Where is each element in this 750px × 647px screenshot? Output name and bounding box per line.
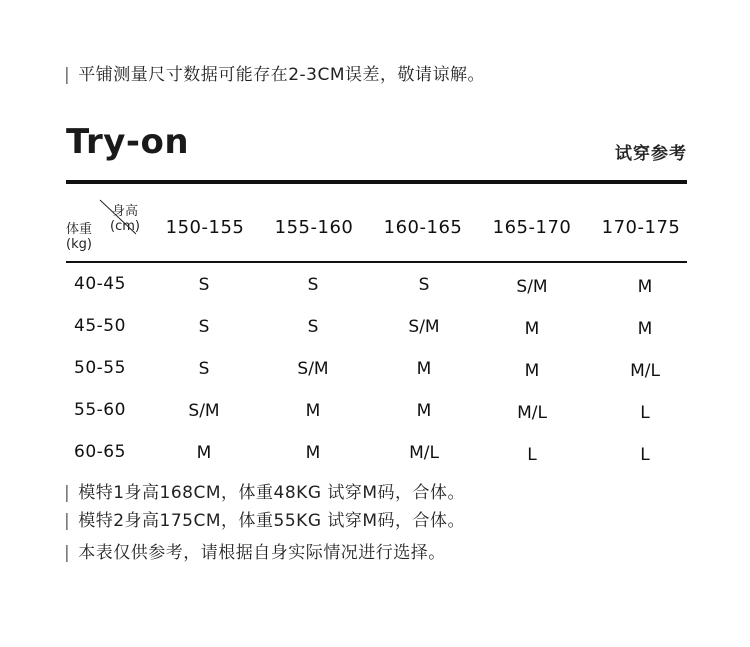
note-bar: | <box>64 511 71 531</box>
table-top-rule <box>66 180 687 184</box>
note-text: 模特2身高175CM，体重55KG 试穿M码，合体。 <box>78 511 466 531</box>
size-cell: L <box>527 445 537 465</box>
measurement-error-note <box>64 60 485 85</box>
note-text: 平铺测量尺寸数据可能存在2-3CM误差，敬请谅解。 <box>78 65 486 85</box>
disclaimer-note <box>64 538 446 563</box>
height-unit: (cm) <box>110 219 140 234</box>
column-header: 150-155 <box>165 217 245 238</box>
note-text: 模特1身高168CM，体重48KG 试穿M码，合体。 <box>78 483 466 503</box>
note-bar: | <box>64 483 71 503</box>
row-weight-label: 50-55 <box>74 358 126 378</box>
weight-label: 体重 <box>66 222 93 237</box>
size-cell: S <box>307 275 319 295</box>
column-header: 170-175 <box>601 217 681 238</box>
column-header: 165-170 <box>492 217 572 238</box>
size-cell: M <box>305 443 321 463</box>
size-cell: M <box>524 361 540 381</box>
size-cell: M/L <box>517 403 547 423</box>
size-cell: M <box>637 277 653 297</box>
height-label: 身高 <box>111 204 138 219</box>
size-cell: M/L <box>630 361 660 381</box>
column-header: 160-165 <box>383 217 463 238</box>
size-cell: S <box>418 275 430 295</box>
size-cell: M <box>305 401 321 421</box>
size-cell: S <box>198 317 210 337</box>
row-weight-label: 45-50 <box>74 316 126 336</box>
column-header: 155-160 <box>274 217 354 238</box>
table-header-rule <box>66 261 687 263</box>
size-cell: M/L <box>409 443 439 463</box>
page-subtitle: 试穿参考 <box>615 144 687 164</box>
note-bar: | <box>64 543 71 563</box>
size-cell: M <box>416 359 432 379</box>
row-weight-label: 55-60 <box>74 400 126 420</box>
note-text: 本表仅供参考，请根据自身实际情况进行选择。 <box>78 543 446 563</box>
size-cell: M <box>416 401 432 421</box>
size-cell: M <box>196 443 212 463</box>
size-cell: M <box>524 319 540 339</box>
size-cell: S/M <box>516 277 548 297</box>
size-cell: S/M <box>408 317 440 337</box>
row-weight-label: 40-45 <box>74 274 126 294</box>
page-title: Try-on <box>66 122 190 162</box>
size-cell: S/M <box>297 359 329 379</box>
size-cell: L <box>640 445 650 465</box>
model-2-note <box>64 506 465 531</box>
size-cell: S/M <box>188 401 220 421</box>
size-cell: S <box>307 317 319 337</box>
weight-unit: (kg) <box>66 237 92 252</box>
size-cell: M <box>637 319 653 339</box>
size-cell: S <box>198 359 210 379</box>
weight-axis-label <box>66 222 92 252</box>
model-1-note <box>64 478 465 503</box>
note-bar: | <box>64 65 71 85</box>
table-corner-header <box>66 198 162 254</box>
height-axis-label <box>110 204 140 234</box>
row-weight-label: 60-65 <box>74 442 126 462</box>
size-cell: L <box>640 403 650 423</box>
size-cell: S <box>198 275 210 295</box>
